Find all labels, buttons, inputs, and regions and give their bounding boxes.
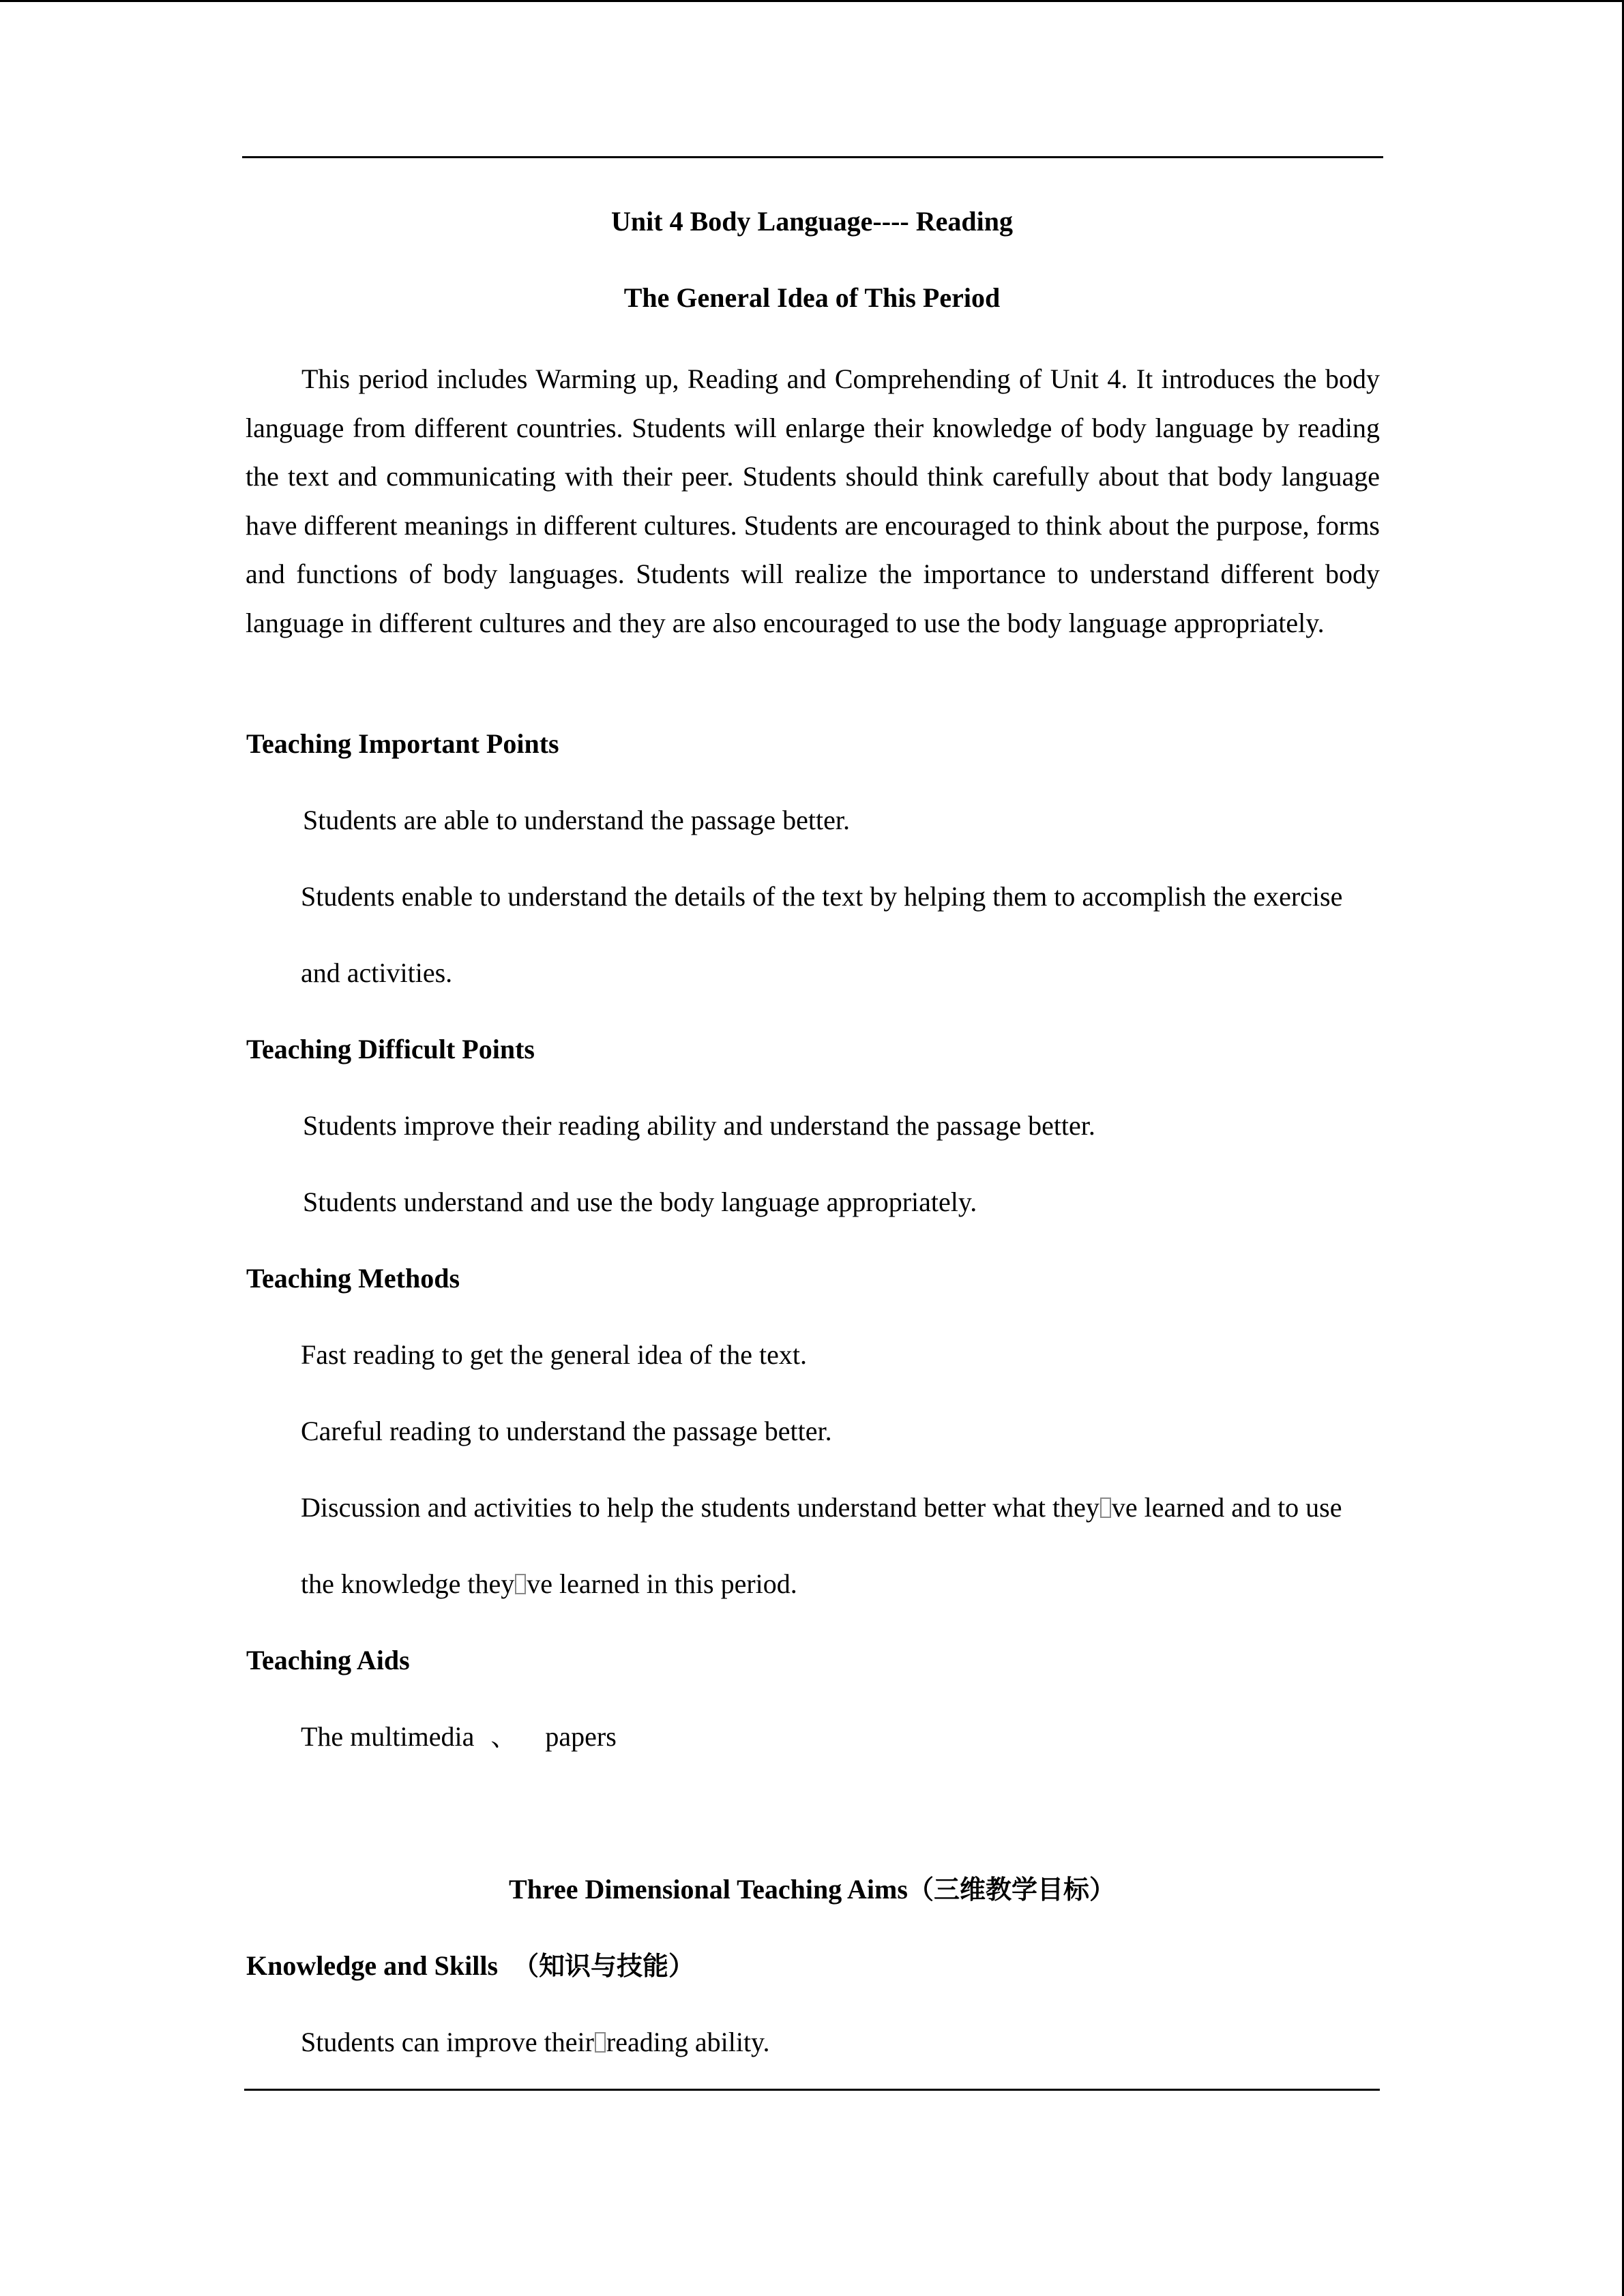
method-text: ve learned and to use bbox=[1111, 1492, 1342, 1523]
missing-glyph-icon bbox=[1100, 1497, 1111, 1518]
header-rule bbox=[242, 156, 1383, 158]
intro-paragraph: This period includes Warming up, Reading and Comprehending of Unit 4. It introduces the body language from different countries. Students will enlarge their knowledge of body language by reading the text and communicating with their peer. Students should think carefully about that body language have different meanings in different cultures. Students are encouraged to think about the purpose, forms and functions of body languages. Students will realize the importance to understand different body language in different cultures and they are also encouraged to use the body language appropriately. bbox=[246, 363, 1380, 638]
knowledge-heading-cn: （知识与技能） bbox=[513, 1951, 695, 1981]
important-points-heading: Teaching Important Points bbox=[246, 728, 559, 759]
aids-text: papers bbox=[545, 1721, 617, 1752]
method-item: Careful reading to understand the passage better. bbox=[301, 1416, 832, 1446]
method-text: the knowledge they bbox=[301, 1568, 515, 1599]
difficult-point-item: Students understand and use the body language appropriately. bbox=[303, 1187, 977, 1217]
method-text: ve learned in this period. bbox=[527, 1568, 797, 1599]
aids-separator: 、 bbox=[490, 1722, 517, 1752]
knowledge-heading bbox=[246, 1950, 694, 1982]
missing-glyph-icon bbox=[595, 2032, 606, 2053]
document-title: Unit 4 Body Language---- Reading bbox=[611, 206, 1013, 237]
page-border-top bbox=[0, 0, 1624, 2]
section-subtitle: The General Idea of This Period bbox=[623, 282, 1001, 313]
method-item bbox=[301, 1491, 1342, 1524]
knowledge-item bbox=[301, 2026, 769, 2059]
knowledge-heading-text: Knowledge and Skills bbox=[246, 1950, 499, 1981]
missing-glyph-icon bbox=[515, 1574, 526, 1594]
aims-heading-cn: （三维教学目标） bbox=[907, 1875, 1115, 1905]
method-item bbox=[301, 1568, 797, 1600]
footer-rule bbox=[244, 2089, 1380, 2091]
aims-heading-text: Three Dimensional Teaching Aims bbox=[509, 1874, 908, 1905]
aids-heading: Teaching Aids bbox=[246, 1645, 410, 1675]
important-point-item: and activities. bbox=[301, 957, 453, 988]
aims-heading bbox=[0, 1873, 1624, 1906]
knowledge-text: reading ability. bbox=[606, 2027, 770, 2057]
method-item: Fast reading to get the general idea of the text. bbox=[301, 1339, 807, 1370]
important-point-item: Students enable to understand the details of the text by helping them to accomplish the exercise bbox=[301, 881, 1343, 912]
aids-text: The multimedia bbox=[301, 1721, 475, 1752]
methods-heading: Teaching Methods bbox=[246, 1263, 460, 1294]
knowledge-text: Students can improve their bbox=[301, 2027, 594, 2057]
aids-item bbox=[301, 1720, 617, 1753]
difficult-point-item: Students improve their reading ability and understand the passage better. bbox=[303, 1110, 1095, 1141]
difficult-points-heading: Teaching Difficult Points bbox=[246, 1034, 535, 1064]
method-text: Discussion and activities to help the students understand better what they bbox=[301, 1492, 1099, 1523]
important-point-item: Students are able to understand the passage better. bbox=[303, 805, 850, 835]
